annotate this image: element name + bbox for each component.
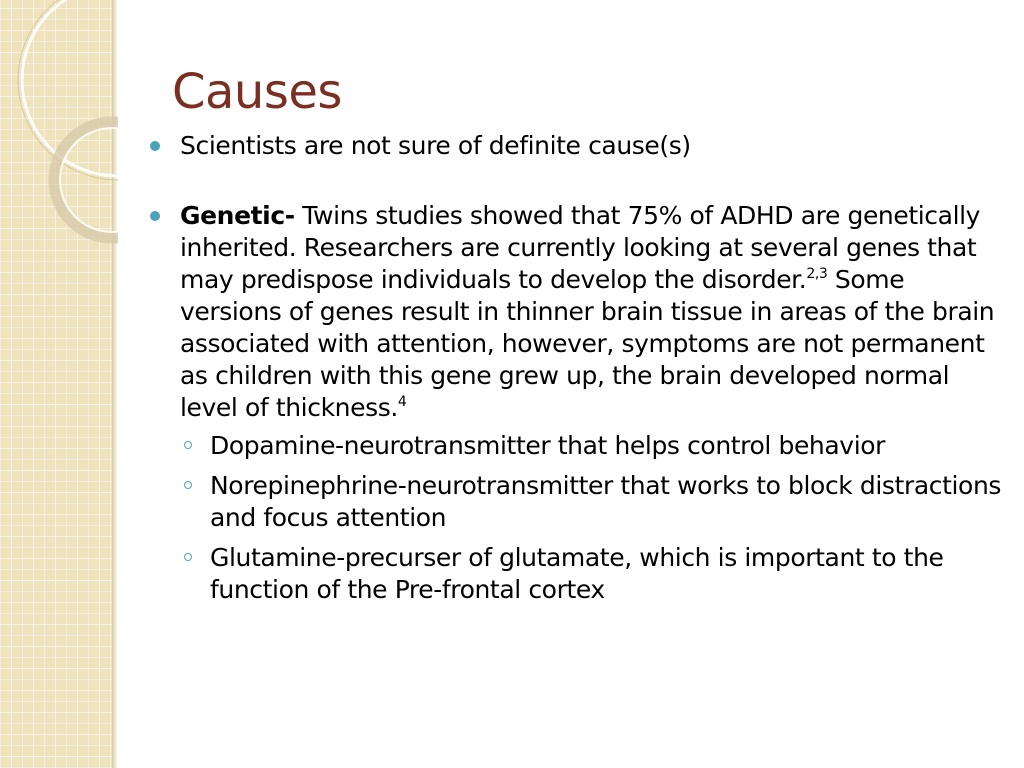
decorative-rings (0, 0, 118, 300)
bullet-dot-icon (150, 211, 160, 221)
genetic-lead: Genetic- (180, 201, 295, 230)
reference-superscript: 2,3 (806, 266, 828, 282)
ring-bullet-icon (184, 441, 192, 449)
bullet-text: Scientists are not sure of definite cause(s) (180, 131, 691, 160)
genetic-text-part-2: Some versions of genes result in thinner brain tissue in areas of the brain associated with attention, however, symptoms are not permanent as children with this gene grew up, the brain developed normal level of thickness. (180, 265, 995, 422)
sub-bullet-item (180, 542, 1012, 606)
sub-bullet-text: Norepinephrine-neurotransmitter that works to block distractions and focus attention (210, 471, 1002, 532)
bullet-item-genetic (146, 200, 1012, 606)
reference-superscript: 4 (397, 394, 407, 410)
slide-body (146, 130, 1012, 614)
slide-title: Causes (172, 64, 342, 120)
ring-bullet-icon (184, 553, 192, 561)
sub-bullet-text: Dopamine-neurotransmitter that helps control behavior (210, 431, 886, 460)
sub-bullet-list (180, 430, 1012, 606)
sub-bullet-text: Glutamine-precurser of glutamate, which is important to the function of the Pre-frontal cortex (210, 543, 944, 604)
sub-bullet-item (180, 430, 1012, 462)
sub-bullet-item (180, 470, 1012, 534)
bullet-item (146, 130, 1012, 162)
ring-bullet-icon (184, 481, 192, 489)
bullet-dot-icon (150, 141, 160, 151)
genetic-paragraph (180, 201, 994, 422)
genetic-text-part-1: Twins studies showed that 75% of ADHD are genetically inherited. Researchers are currently looking at several genes that may predispose individuals to develop the disorder. (180, 201, 981, 294)
